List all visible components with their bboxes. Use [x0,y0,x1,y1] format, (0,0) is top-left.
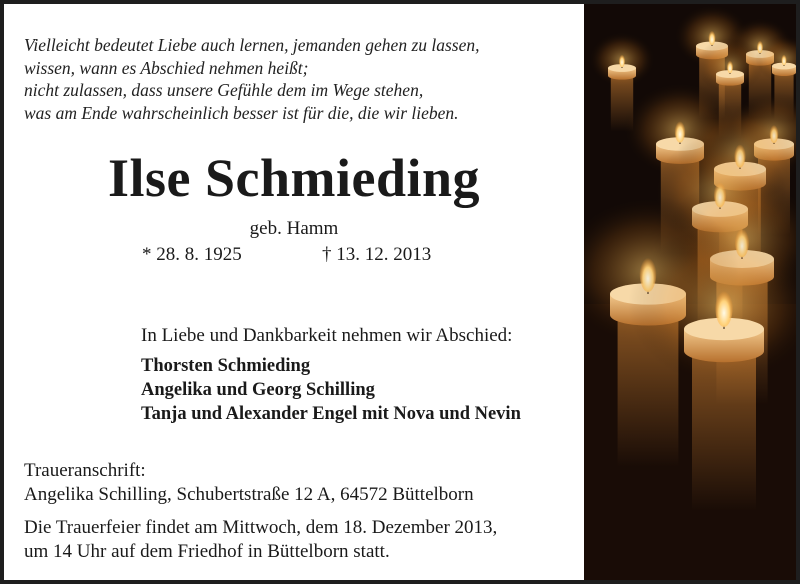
mourner-name: Thorsten Schmieding [141,356,311,376]
mourner-name: Angelika und Georg Schilling [141,380,375,400]
candle-photo-svg [584,4,796,580]
mourner-name: Tanja und Alexander Engel mit Nova und Nevin [141,404,521,424]
maiden-name: geb. Hamm [249,218,339,239]
funeral-line: um 14 Uhr auf dem Friedhof in Büttelborn statt. [24,541,390,562]
birth-date: * 28. 8. 1925 [142,244,242,265]
poem-line: nicht zulassen, dass unsere Gefühle dem im Wege stehen, [24,80,424,100]
mourners-list [141,354,521,426]
deceased-name: Ilse Schmieding [107,148,481,208]
funeral-info [24,516,497,564]
poem-line: was am Ende wahrscheinlich besser ist für die, die wir lieben. [24,102,459,123]
poem [24,34,564,124]
poem-line: Vielleicht bedeutet Liebe auch lernen, jemanden gehen zu lassen, [24,35,480,55]
mourning-address [24,459,474,507]
funeral-line: Die Trauerfeier findet am Mittwoch, dem 18. Dezember 2013, [24,517,498,538]
poem-line: wissen, wann es Abschied nehmen heißt; [24,57,309,78]
candle-photo [584,4,796,580]
notice-text-column [4,4,584,580]
address-label: Traueranschrift: [24,460,146,481]
farewell-intro: In Liebe und Dankbarkeit nehmen wir Abschied: [141,325,513,346]
death-date: † 13. 12. 2013 [322,244,432,265]
address-value: Angelika Schilling, Schubertstraße 12 A, 64572 Büttelborn [24,484,474,505]
